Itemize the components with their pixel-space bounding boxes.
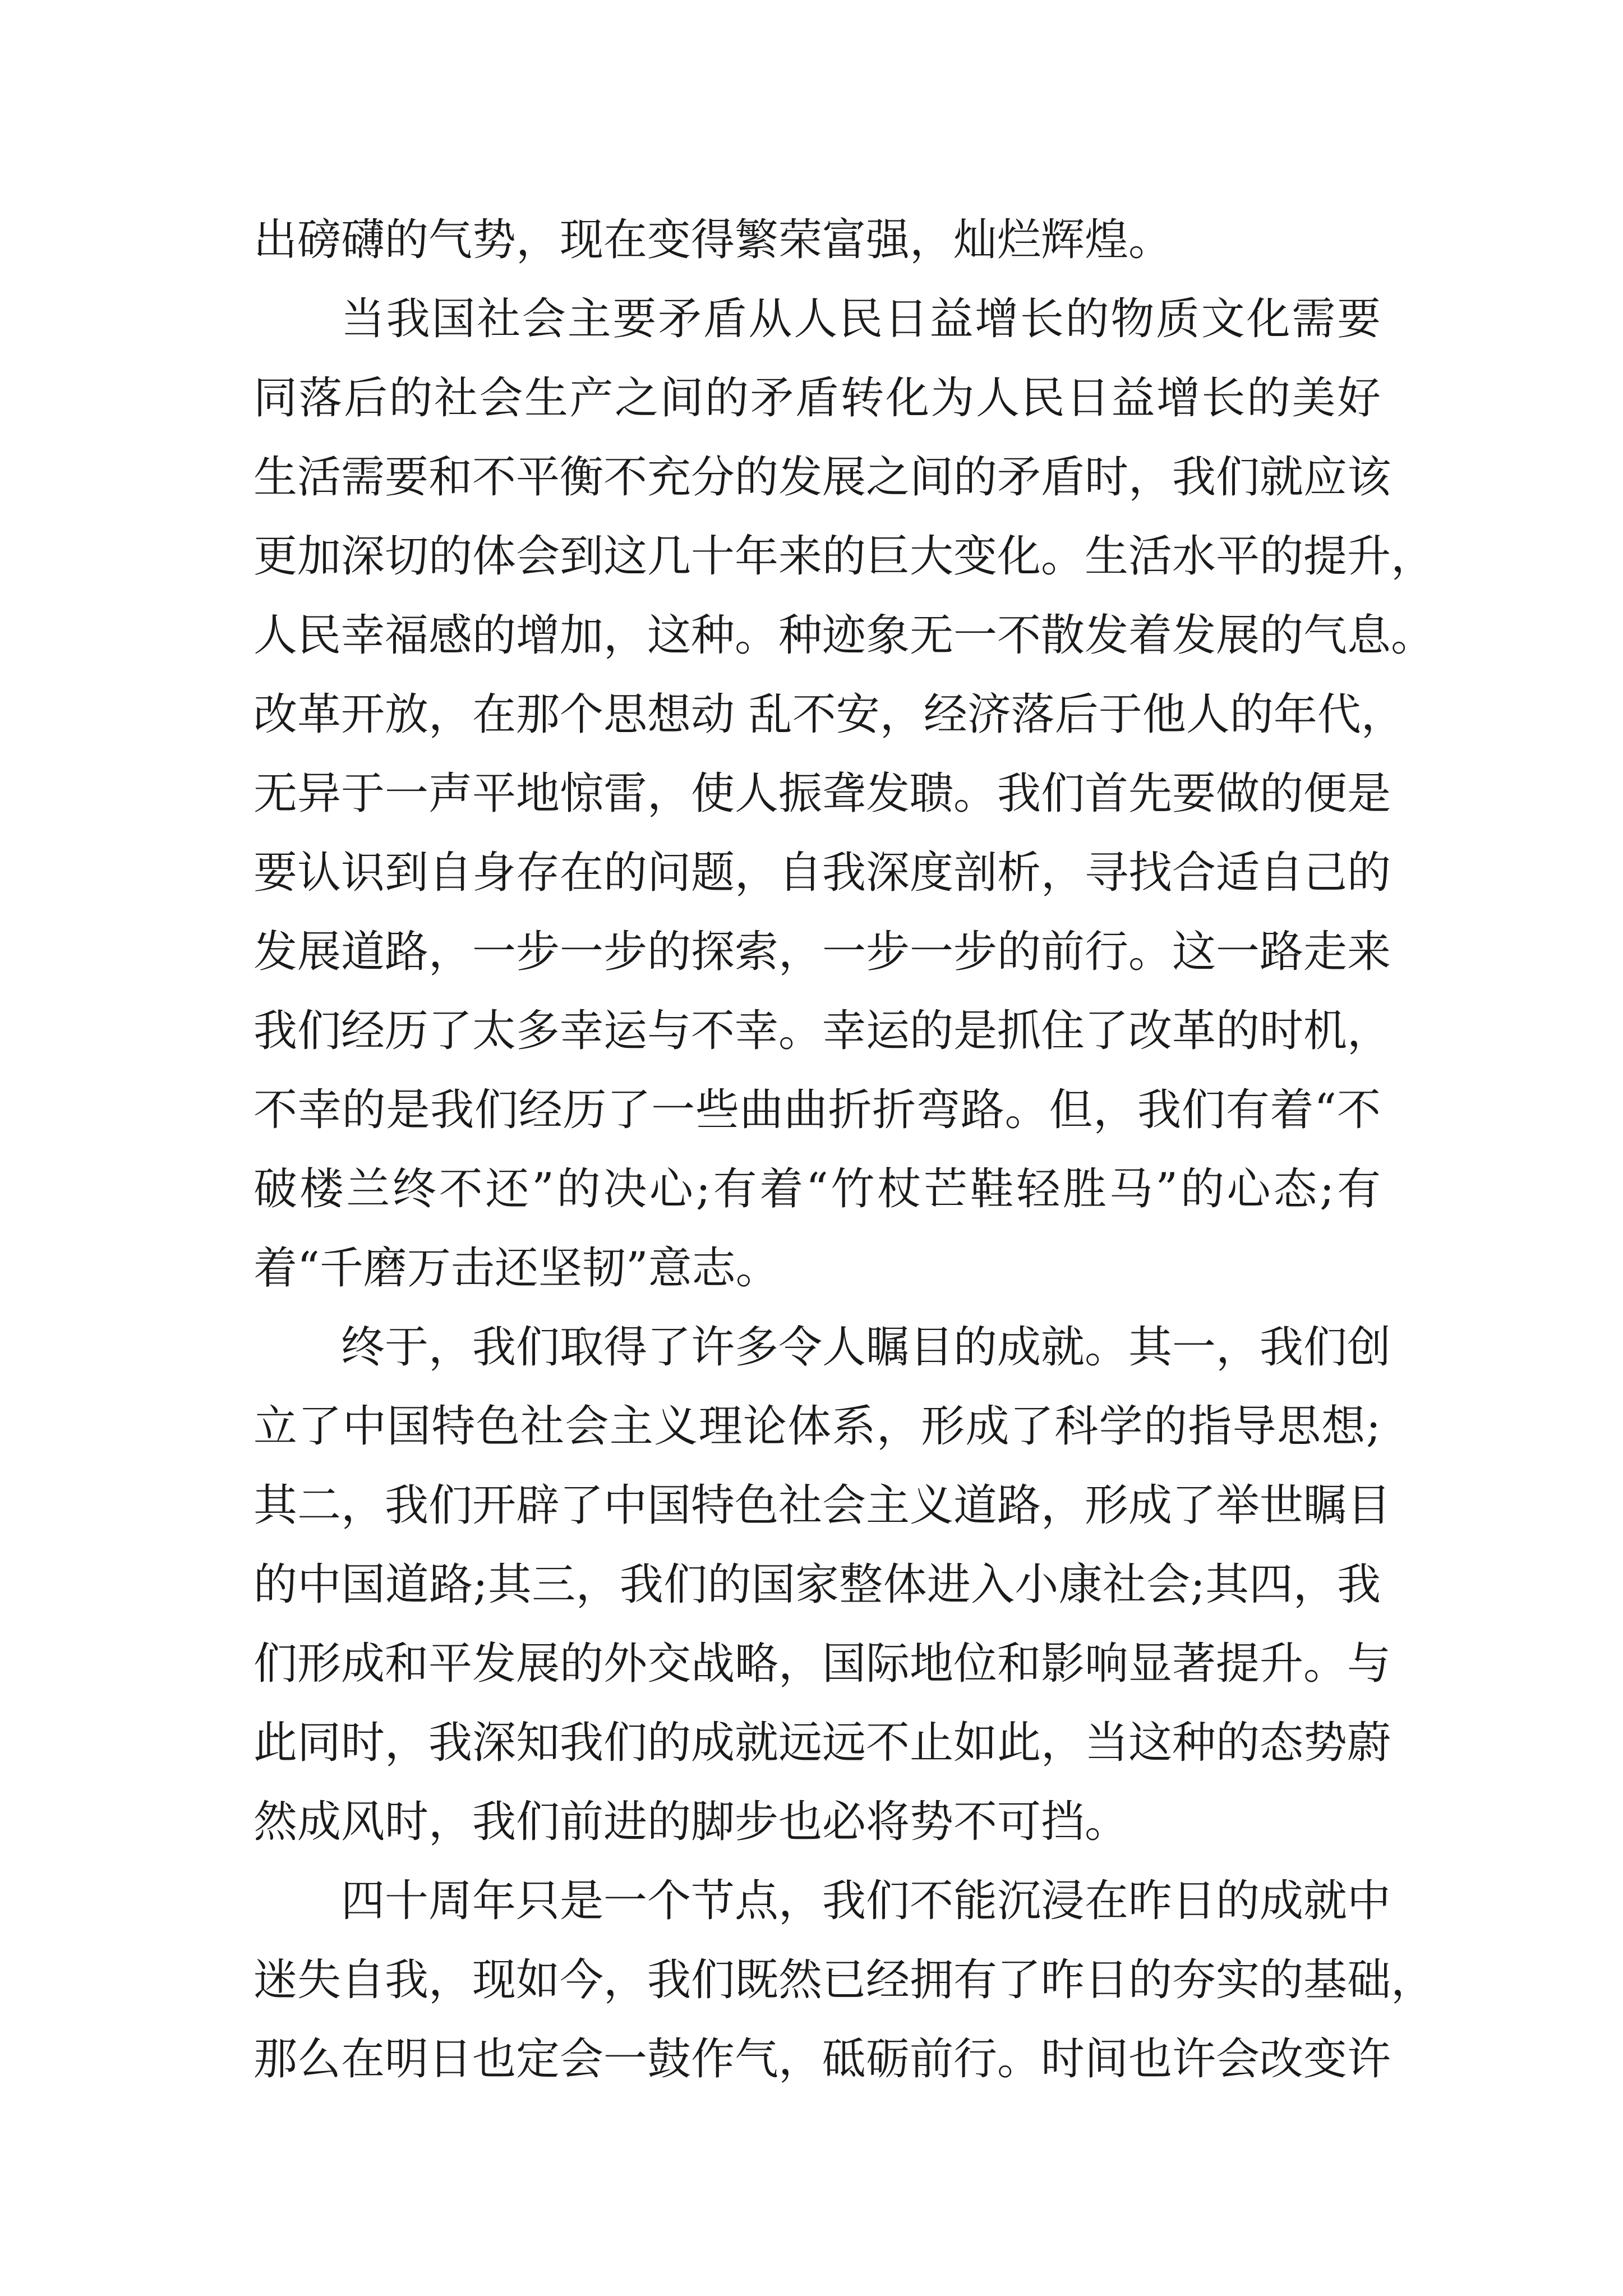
text-line: 然成风时，我们前进的脚步也必将势不可挡。 [253,1797,1129,1847]
text-line: 发展道路，一步一步的探索，一步一步的前行。这一路走来 [253,927,1391,977]
text-line: 其二，我们开辟了中国特色社会主义道路，形成了举世瞩目 [253,1480,1391,1531]
text-line: 们形成和平发展的外交战略，国际地位和影响显著提升。与 [253,1639,1391,1689]
text-line: 那么在明日也定会一鼓作气，砥砺前行。时间也许会改变许 [253,2034,1391,2085]
text-line: 同落后的社会生产之间的矛盾转化为人民日益增长的美好 [253,373,1381,424]
paragraph [253,280,1435,1308]
text-line: 生活需要和不平衡不充分的发展之间的矛盾时，我们就应该 [253,452,1391,503]
text-line: 破楼兰终不还”的决心;有着“竹杖芒鞋轻胜马”的心态;有 [253,1164,1381,1214]
text-line: 要认识到自身存在的问题，自我深度剖析，寻找合适自己的 [253,848,1391,898]
text-line: 当我国社会主要矛盾从人民日益增长的物质文化需要 [341,294,1381,344]
paragraph [253,1308,1391,1862]
text-line: 人民幸福感的增加，这种。种迹象无一不散发着发展的气息。 [253,610,1435,661]
text-line: 不幸的是我们经历了一些曲曲折折弯路。但，我们有着“不 [253,1085,1381,1135]
text-line: 迷失自我，现如今，我们既然已经拥有了昨日的夯实的基础， [253,1955,1435,2005]
text-line: 无异于一声平地惊雷，使人振聋发聩。我们首先要做的便是 [253,769,1391,819]
text-line: 四十周年只是一个节点，我们不能沉浸在昨日的成就中 [341,1876,1391,1926]
text-line: 终于，我们取得了许多令人瞩目的成就。其一，我们创 [341,1322,1391,1373]
paragraph [253,1862,1435,2099]
paragraph [253,201,1381,280]
text-line: 改革开放，在那个思想动 乱不安，经济落后于他人的年代， [253,689,1405,740]
text-line: 更加深切的体会到这几十年来的巨大变化。生活水平的提升， [253,531,1435,582]
body-text [253,201,1435,2099]
text-line: 我们经历了太多幸运与不幸。幸运的是抓住了改革的时机， [253,1006,1391,1056]
text-line: 立了中国特色社会主义理论体系，形成了科学的指导思想; [253,1401,1381,1452]
text-line: 的中国道路;其三，我们的国家整体进入小康社会;其四，我 [253,1559,1381,1610]
text-line: 着“千磨万击还坚韧”意志。 [253,1243,780,1294]
text-line: 出磅礴的气势，现在变得繁荣富强，灿烂辉煌。 [253,215,1173,265]
text-line: 此同时，我深知我们的成就远远不止如此，当这种的态势蔚 [253,1718,1391,1768]
